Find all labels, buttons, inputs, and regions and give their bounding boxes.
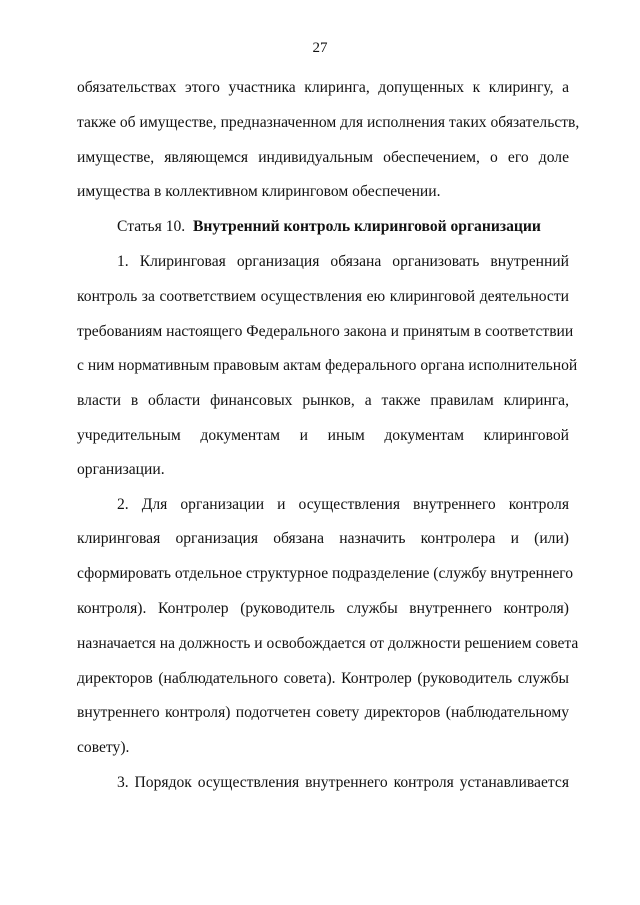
text-line: клиринговая организация обязана назначить контролера и (или) bbox=[77, 530, 569, 547]
text-line: также об имуществе, предназначенном для исполнения таких обязательств, bbox=[77, 114, 580, 131]
text-line: власти в области финансовых рынков, а также правилам клиринга, bbox=[77, 392, 569, 409]
text-line: совету). bbox=[77, 739, 130, 756]
text-line: 1. Клиринговая организация обязана организовать внутренний bbox=[117, 253, 569, 270]
text-line: с ним нормативным правовым актам федерального органа исполнительной bbox=[77, 357, 578, 374]
text-line: директоров (наблюдательного совета). Контролер (руководитель службы bbox=[77, 670, 569, 687]
text-line: назначается на должность и освобождается от должности решением совета bbox=[77, 635, 579, 652]
text-line: требованиям настоящего Федерального закона и принятым в соответствии bbox=[77, 323, 574, 340]
text-line: обязательствах этого участника клиринга, допущенных к клирингу, а bbox=[77, 79, 569, 96]
text-line: контроля). Контролер (руководитель службы внутреннего контроля) bbox=[77, 600, 569, 617]
article-label: Статья 10. bbox=[117, 218, 186, 235]
page-number: 27 bbox=[312, 40, 328, 56]
text-line: 3. Порядок осуществления внутреннего контроля устанавливается bbox=[117, 774, 569, 791]
text-line: внутреннего контроля) подотчетен совету директоров (наблюдательному bbox=[77, 704, 569, 721]
text-line: имущества в коллективном клиринговом обеспечении. bbox=[77, 183, 441, 200]
article-heading bbox=[117, 218, 541, 236]
article-title: Внутренний контроль клиринговой организации bbox=[193, 218, 541, 235]
text-line: имуществе, являющемся индивидуальным обеспечением, о его доле bbox=[77, 149, 569, 166]
text-line: 2. Для организации и осуществления внутреннего контроля bbox=[117, 496, 569, 513]
text-line: организации. bbox=[77, 461, 165, 478]
text-line: контроль за соответствием осуществления ею клиринговой деятельности bbox=[77, 288, 569, 305]
text-line: сформировать отдельное структурное подразделение (службу внутреннего bbox=[77, 565, 574, 582]
text-line: учредительным документам и иным документам клиринговой bbox=[77, 427, 569, 444]
